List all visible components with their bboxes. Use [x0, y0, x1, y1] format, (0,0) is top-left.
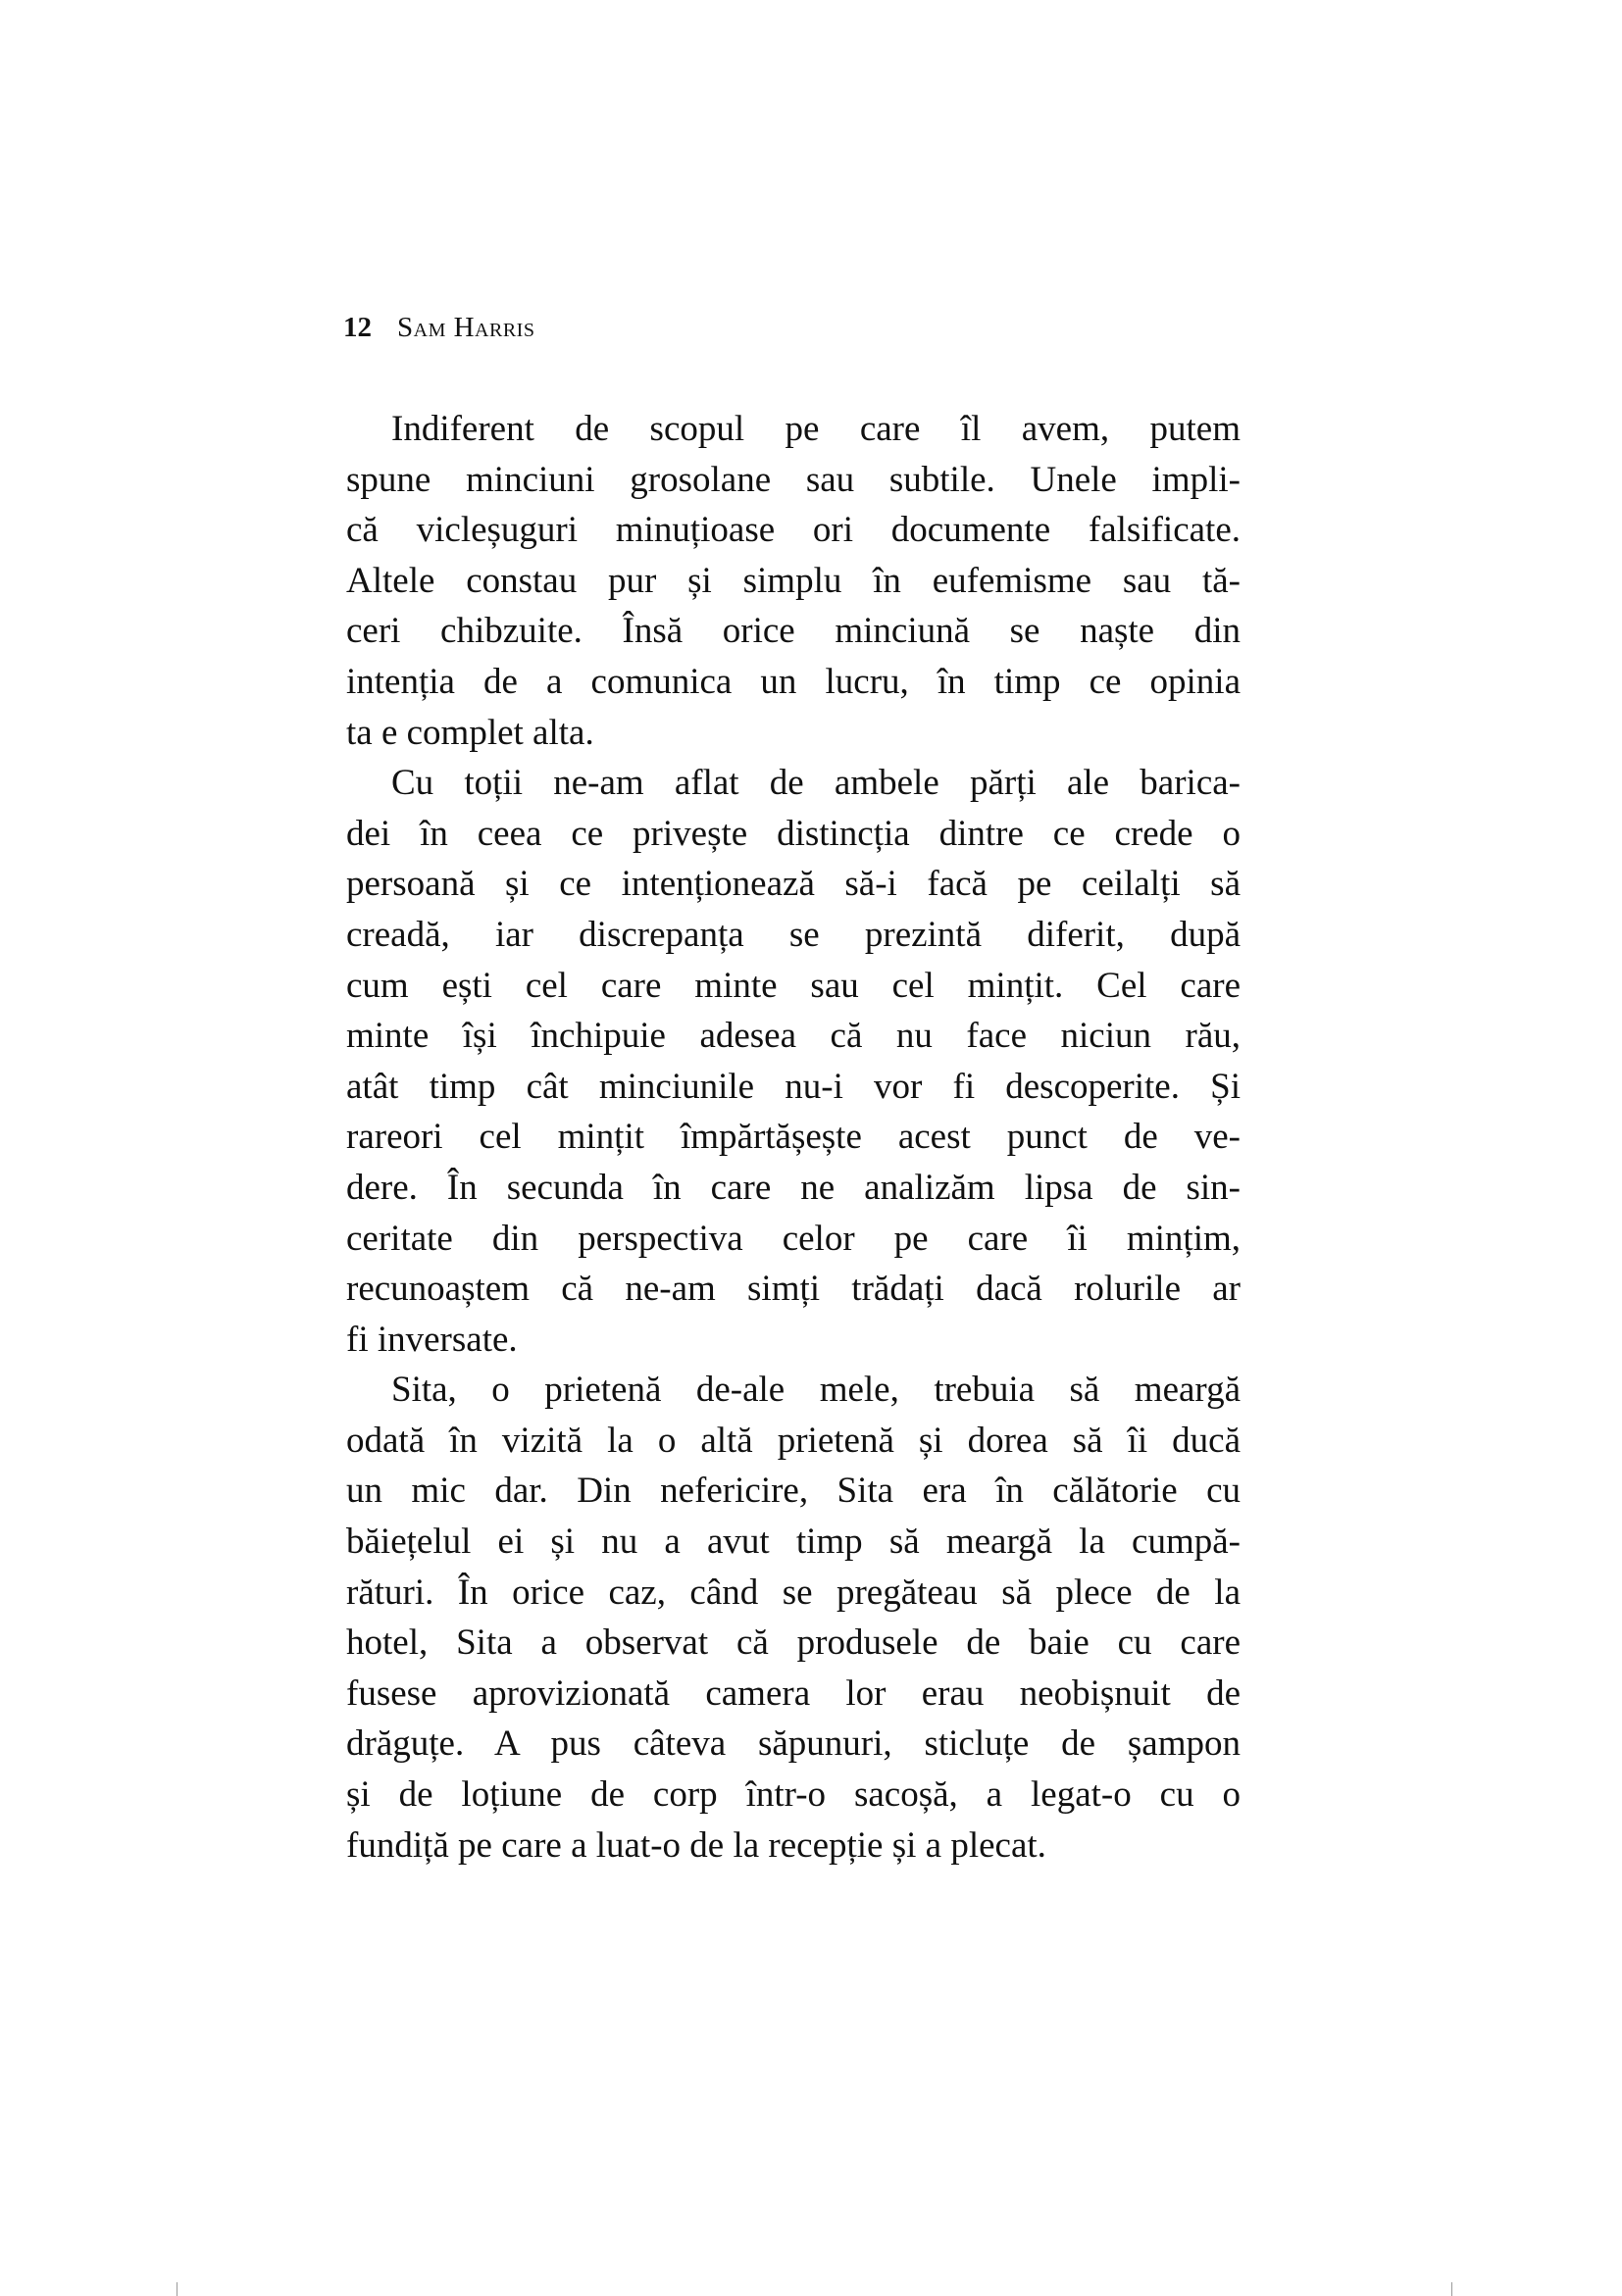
text-line: drăguțe. A pus câteva săpunuri, sticluțe de șampon — [346, 1723, 1241, 1765]
text-line: ceri chibzuite. Însă orice minciună se naște din — [346, 611, 1241, 652]
text-line: dere. În secunda în care ne analizăm lipsa de sin- — [346, 1167, 1241, 1208]
text-line: fundiță pe care a luat-o de la recepție și a plecat. — [346, 1824, 1046, 1866]
paragraph — [346, 1365, 1241, 1871]
text-line: persoană și ce intenționează să-i facă pe ceilalți să — [346, 864, 1241, 905]
text-line: minte își închipuie adesea că nu face niciun rău, — [346, 1016, 1241, 1057]
text-line: intenția de a comunica un lucru, în timp ce opinia — [346, 661, 1241, 702]
text-line: odată în vizită la o altă prietenă și dorea să îi ducă — [346, 1420, 1241, 1461]
text-line: atât timp cât minciunile nu-i vor fi descoperite. Și — [346, 1066, 1241, 1107]
page-header — [343, 312, 534, 344]
text-line: ceritate din perspectiva celor pe care îi mințim, — [346, 1218, 1241, 1259]
paragraph — [346, 404, 1241, 758]
text-line: hotel, Sita a observat că produsele de baie cu care — [346, 1622, 1241, 1664]
text-line: că vicleșuguri minuțioase ori documente falsificate. — [346, 510, 1241, 551]
text-line: rareori cel mințit împărtășește acest punct de ve- — [346, 1117, 1241, 1158]
text-line: spune minciuni grosolane sau subtile. Unele impli- — [346, 459, 1241, 500]
text-line: rături. În orice caz, când se pregăteau să plece de la — [346, 1572, 1241, 1613]
paragraph — [346, 758, 1241, 1365]
text-line: recunoaștem că ne-am simți trădați dacă rolurile ar — [346, 1269, 1241, 1310]
running-head: Sam Harris — [397, 312, 535, 343]
text-line: fi inversate. — [346, 1319, 518, 1360]
text-line: Altele constau pur și simplu în eufemisme sau tă- — [346, 560, 1241, 601]
text-line: cum ești cel care minte sau cel mințit. Cel care — [346, 965, 1241, 1006]
text-line: și de loțiune de corp într-o sacoșă, a legat-o cu o — [346, 1774, 1241, 1816]
crop-mark-right — [1451, 2282, 1452, 2296]
text-line: un mic dar. Din nefericire, Sita era în călătorie cu — [346, 1471, 1241, 1512]
text-line: dei în ceea ce privește distincția dintre ce crede o — [346, 813, 1241, 854]
body-text — [346, 404, 1241, 1871]
text-line: Cu toții ne-am aflat de ambele părți ale barica- — [391, 763, 1241, 804]
text-line: Sita, o prietenă de-ale mele, trebuia să meargă — [391, 1370, 1241, 1411]
text-line: ta e complet alta. — [346, 712, 594, 753]
text-line: creadă, iar discrepanța se prezintă diferit, după — [346, 914, 1241, 955]
text-line: băiețelul ei și nu a avut timp să meargă la cumpă- — [346, 1522, 1241, 1563]
text-line: fusese aprovizionată camera lor erau neobișnuit de — [346, 1672, 1241, 1714]
text-line: Indiferent de scopul pe care îl avem, putem — [391, 409, 1241, 449]
page-number: 12 — [343, 312, 372, 343]
